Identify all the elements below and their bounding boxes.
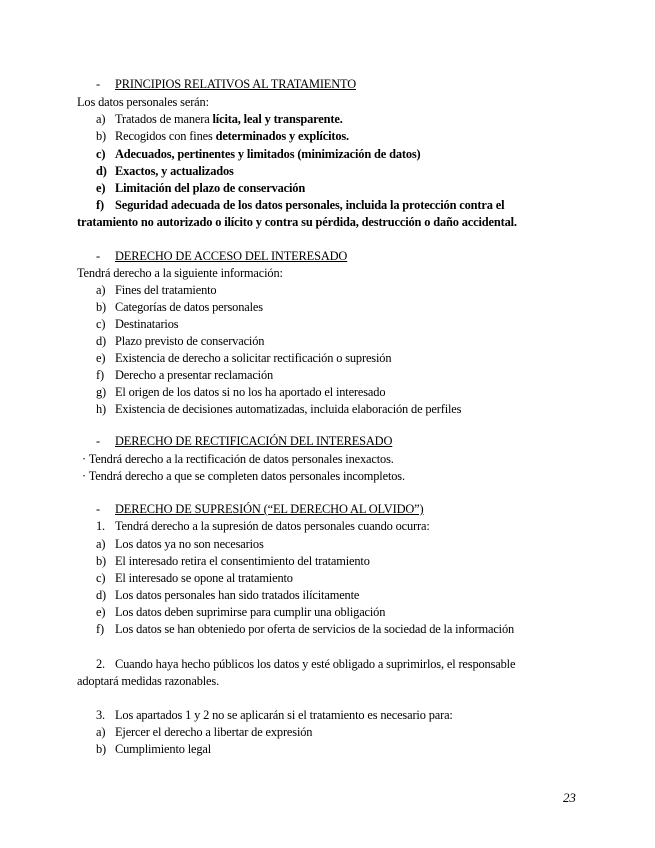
item-text: Categorías de datos personales	[115, 300, 263, 314]
item-text: El interesado se opone al tratamiento	[115, 571, 293, 585]
list-marker: b)	[96, 742, 107, 756]
item-bold-text: Limitación del plazo de conservación	[115, 181, 306, 195]
list-marker: a)	[96, 112, 106, 126]
heading-text: DERECHO DE SUPRESIÓN (“EL DERECHO AL OLVIDO”)	[115, 502, 424, 516]
dash-bullet: -	[96, 77, 100, 91]
item-text: Cumplimiento legal	[115, 742, 212, 756]
list-item: · Tendrá derecho a la rectificación de datos personales inexactos.	[82, 452, 394, 466]
item-bold-text: Adecuados, pertinentes y limitados (minimización de datos)	[115, 147, 421, 161]
list-marker: e)	[96, 351, 106, 365]
list-marker: d)	[96, 164, 107, 178]
item-text: Los apartados 1 y 2 no se aplicarán si el tratamiento es necesario para:	[115, 708, 453, 722]
list-marker: h)	[96, 402, 107, 416]
item-text: Tendrá derecho a la supresión de datos personales cuando ocurra:	[115, 519, 430, 533]
item-bold-text: Seguridad adecuada de los datos personales, incluida la protección contra el	[115, 198, 505, 212]
item-text: Existencia de decisiones automatizadas, incluida elaboración de perfiles	[115, 402, 462, 416]
list-marker: 3.	[96, 708, 105, 722]
list-marker: c)	[96, 147, 106, 161]
dash-bullet: -	[96, 249, 100, 263]
list-marker: a)	[96, 283, 106, 297]
item-text: Fines del tratamiento	[115, 283, 217, 297]
list-marker: d)	[96, 334, 107, 348]
item-text: Plazo previsto de conservación	[115, 334, 265, 348]
item-text: Los datos se han obteniedo por oferta de servicios de la sociedad de la información	[115, 622, 515, 636]
list-marker: f)	[96, 198, 104, 212]
list-marker: b)	[96, 300, 107, 314]
list-marker: d)	[96, 588, 107, 602]
item-text: Ejercer el derecho a libertar de expresión	[115, 725, 313, 739]
item-text: El interesado retira el consentimiento del tratamiento	[115, 554, 370, 568]
page-number: 23	[563, 790, 576, 805]
item-text: Destinatarios	[115, 317, 179, 331]
item-text: Cuando haya hecho públicos los datos y esté obligado a suprimirlos, el responsable	[115, 657, 516, 671]
item-text: Derecho a presentar reclamación	[115, 368, 274, 382]
item-bold-text: lícita, leal y transparente.	[212, 112, 343, 126]
list-marker: f)	[96, 622, 104, 636]
list-marker: 1.	[96, 519, 105, 533]
list-marker: b)	[96, 129, 107, 143]
list-marker: c)	[96, 571, 106, 585]
item-text: Existencia de derecho a solicitar rectificación o supresión	[115, 351, 392, 365]
item-continuation: tratamiento no autorizado o ilícito y contra su pérdida, destrucción o daño accidental.	[77, 215, 517, 229]
item-text: Los datos deben suprimirse para cumplir una obligación	[115, 605, 386, 619]
list-marker: e)	[96, 605, 106, 619]
item-text: Recogidos con fines	[115, 129, 216, 143]
intro-text: Tendrá derecho a la siguiente información:	[77, 266, 283, 280]
item-text: Tratados de manera	[115, 112, 213, 126]
list-item: · Tendrá derecho a que se completen datos personales incompletos.	[82, 469, 405, 483]
list-marker: f)	[96, 368, 104, 382]
list-marker: 2.	[96, 657, 105, 671]
item-text: Los datos personales han sido tratados ilícitamente	[115, 588, 360, 602]
heading-text: PRINCIPIOS RELATIVOS AL TRATAMIENTO	[115, 77, 357, 91]
dash-bullet: -	[96, 502, 100, 516]
item-continuation: adoptará medidas razonables.	[77, 674, 220, 688]
list-marker: a)	[96, 537, 106, 551]
item-text: El origen de los datos si no los ha aportado el interesado	[115, 385, 386, 399]
heading-text: DERECHO DE RECTIFICACIÓN DEL INTERESADO	[115, 434, 393, 448]
item-text: Los datos ya no son necesarios	[115, 537, 264, 551]
list-marker: e)	[96, 181, 106, 195]
list-marker: g)	[96, 385, 107, 399]
heading-text: DERECHO DE ACCESO DEL INTERESADO	[115, 249, 348, 263]
dash-bullet: -	[96, 434, 100, 448]
list-marker: b)	[96, 554, 107, 568]
item-bold-text: determinados y explícitos.	[215, 129, 349, 143]
intro-text: Los datos personales serán:	[77, 95, 209, 109]
list-marker: c)	[96, 317, 106, 331]
list-marker: a)	[96, 725, 106, 739]
item-bold-text: Exactos, y actualizados	[115, 164, 234, 178]
